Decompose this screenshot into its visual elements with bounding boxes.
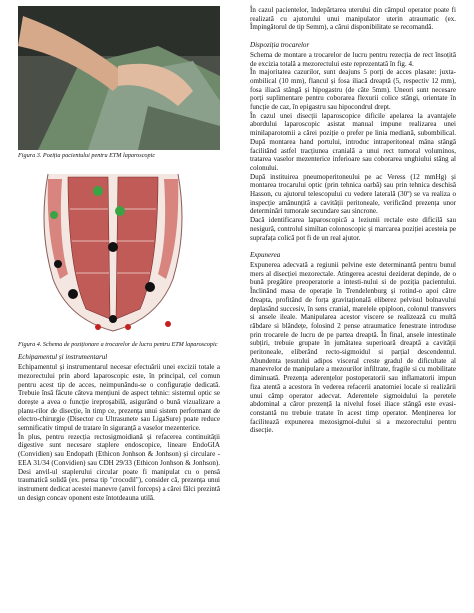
section-heading-exposure: Expunerea (250, 251, 281, 260)
paragraph: Expunerea adecvată a regiunii pelvine este determinantă pentru bunul mers al disecției mezorectale. Atingerea acestui deziderat depinde, de o bună pregătire preoperatorie a intesti-nului si de poziția pacientului. Înclinând masa de operație în Trendelenburg și rotind-o apoi către dreapta, profitând de forța gravitațională eliberez pelvisul bolnavului deplasând succesiv, în sens cranial, marelele epiploon, colonul transvers si ansele ileale. Manipularea acestor viscere se realizează cu multă răbdare si blândețe, folosind 2 pense atraumatice fenestrate introduse prin trocarele de lucru de pe partea dreaptă. În final, ansele intestinale subțiri, trebuie grupate în jumătatea superioară dreaptă a cavității peritoneale, eliberând recto-sigmoidul si parțial descendentul. Abundenta țesutului adipos visceral creste gradul de dificultate al manevrelor de manipulare a mezourilor infiltrate, fragile si cu mobilitate diminuată. Prezența aderențelor postoperatorii sau inflamatorii impun fiza atentă a acestora în vederea refacerii anatomiei locale si realizării unui câmp operator adecvat. Aderentele sigmoidului la peretele abdominal a căror prezență la nivelul fosei iliace stângă este evasi-constantă nu trebuie tratate în acest timp operator. Menținerea lor facilitează expunerea mezosigmoi-dului si a mezorectului pentru disecție. (250, 260, 456, 435)
patient-position-illustration (18, 6, 220, 150)
paragraph: După instituirea pneumoperitoneului pe ac Veress (12 mmHg) și montarea trocarului optic (prin tehnica oarbă) sau prin tehnica deschisă Hasson, cu ajutorul telescopului cu vedere laterală (30º) se va realiza o inspecție amănunțită a cavității peritoneale, verificând prezența unor determinări tumorale secundare sau sincrone. (250, 172, 456, 216)
figure-4-caption: Figura 4. Schema de poziționare a trocarelor de lucru pentru ETM laparoscopic (18, 341, 218, 349)
paragraph: În majoritatea cazurilor, sunt deajuns 5 porți de acces plasate: juxta-ombilical (10 mm), flancul și fosa iliacă dreaptă (5, respectiv 12 mm), fosa iliacă stângă și hipogastru (de câte 5mm). Uneori sunt necesare porți suplimentare pentru coborarea flexurii colice stângi, orientate în funcție de caz, în epigastru sau hipocondrul drept. (250, 68, 456, 112)
trocar-placement-illustration (28, 169, 198, 339)
trocar-diagram (28, 169, 198, 339)
figure-3-caption: Figura 3. Poziția pacientului pentru ETM laparoscopic (18, 152, 156, 159)
section-heading-equipment: Echipamentul și instrumentarul (18, 353, 108, 362)
paragraph: În cazul unei disecții laparoscopice dificile apelarea la avantajele abordului laparoscopic asistat manual impune realizarea unei minilaparotomii a cărei poziție o prefer pe linia mediană, subombilical. După montarea hand portului, introduc intraperitoneal mâna stângă facilitând astfel tracțiunea cranială a unui rect tumoral voluminos, tratarea vaselor mezenterice inferioare sau coborarea unghiului stâng al colonului. (250, 111, 456, 172)
paragraph: În cazul pacientelor, îndepărtarea uterului din câmpul operator poate fi realizată cu ajutorului unui manipulator uterin atraumatic (ex. Împingătorul de tip Semm), a cărui disponibilitate se recomandă. (250, 6, 456, 32)
paragraph: Dacă identificarea laparoscopică a leziunii rectale este dificilă sau nesigură, controlul similtan colonoscopic și marcarea poziției acesteia pe suprafața colică pot fi de un real ajutor. (250, 216, 456, 242)
right-column (250, 6, 456, 435)
paragraph: În plus, pentru rezecția rectosigmoidiană și refacerea continuității digestive sunt necesare staplere endoscopice, lineare EndoGIA (Convidien) sau Endopath (Ethicon Jonhson & Jonhson) și circulare - EEA 31/34 (Convidien) sau CDH 29/33 (Ethicon Jonhson & Jonhson). Desi anvil-ul staplerului circular poate fi manipulat cu o pensă traumatică solidă (ex. pensa tip "crocodil"), consider că, prezența unui instrument dedicat acestei manevre (anvil forceps) a cărei fălci prezintă un design concav oponent este întotdeauna utilă. (18, 432, 220, 502)
patient-position-photo (18, 6, 220, 150)
paragraph: Schema de montare a trocarelor de lucru pentru rezecția de rect însoțită de excizia totală a mezorectului este reprezentată în fig. 4. (250, 50, 456, 68)
section-heading-trocars: Dispoziția trocarelor (250, 41, 310, 50)
left-column (18, 6, 220, 502)
paragraph: Echipamentul și instrumentarul necesar efectuării unei excizii totale a mezorectului prin abord laparoscopic este, în principal, cel comun pentru acest tip de acces, neimpunându-se o configurație dedicată. Trebuie însă făcute câteva mențiuni de aspect tehnic: sistemul optic se dorește a avea o funcție ireproșabilă, asigurând o bună vizualizare a planu-rilor de disecție, în timp ce, prezența unui sistem performant de electro-chirurgie (Disector cu Ultrasunete sau LigaSure) poate reduce semnificativ timpul de tratare în siguranță a vaselor mezenterice. (18, 363, 220, 433)
